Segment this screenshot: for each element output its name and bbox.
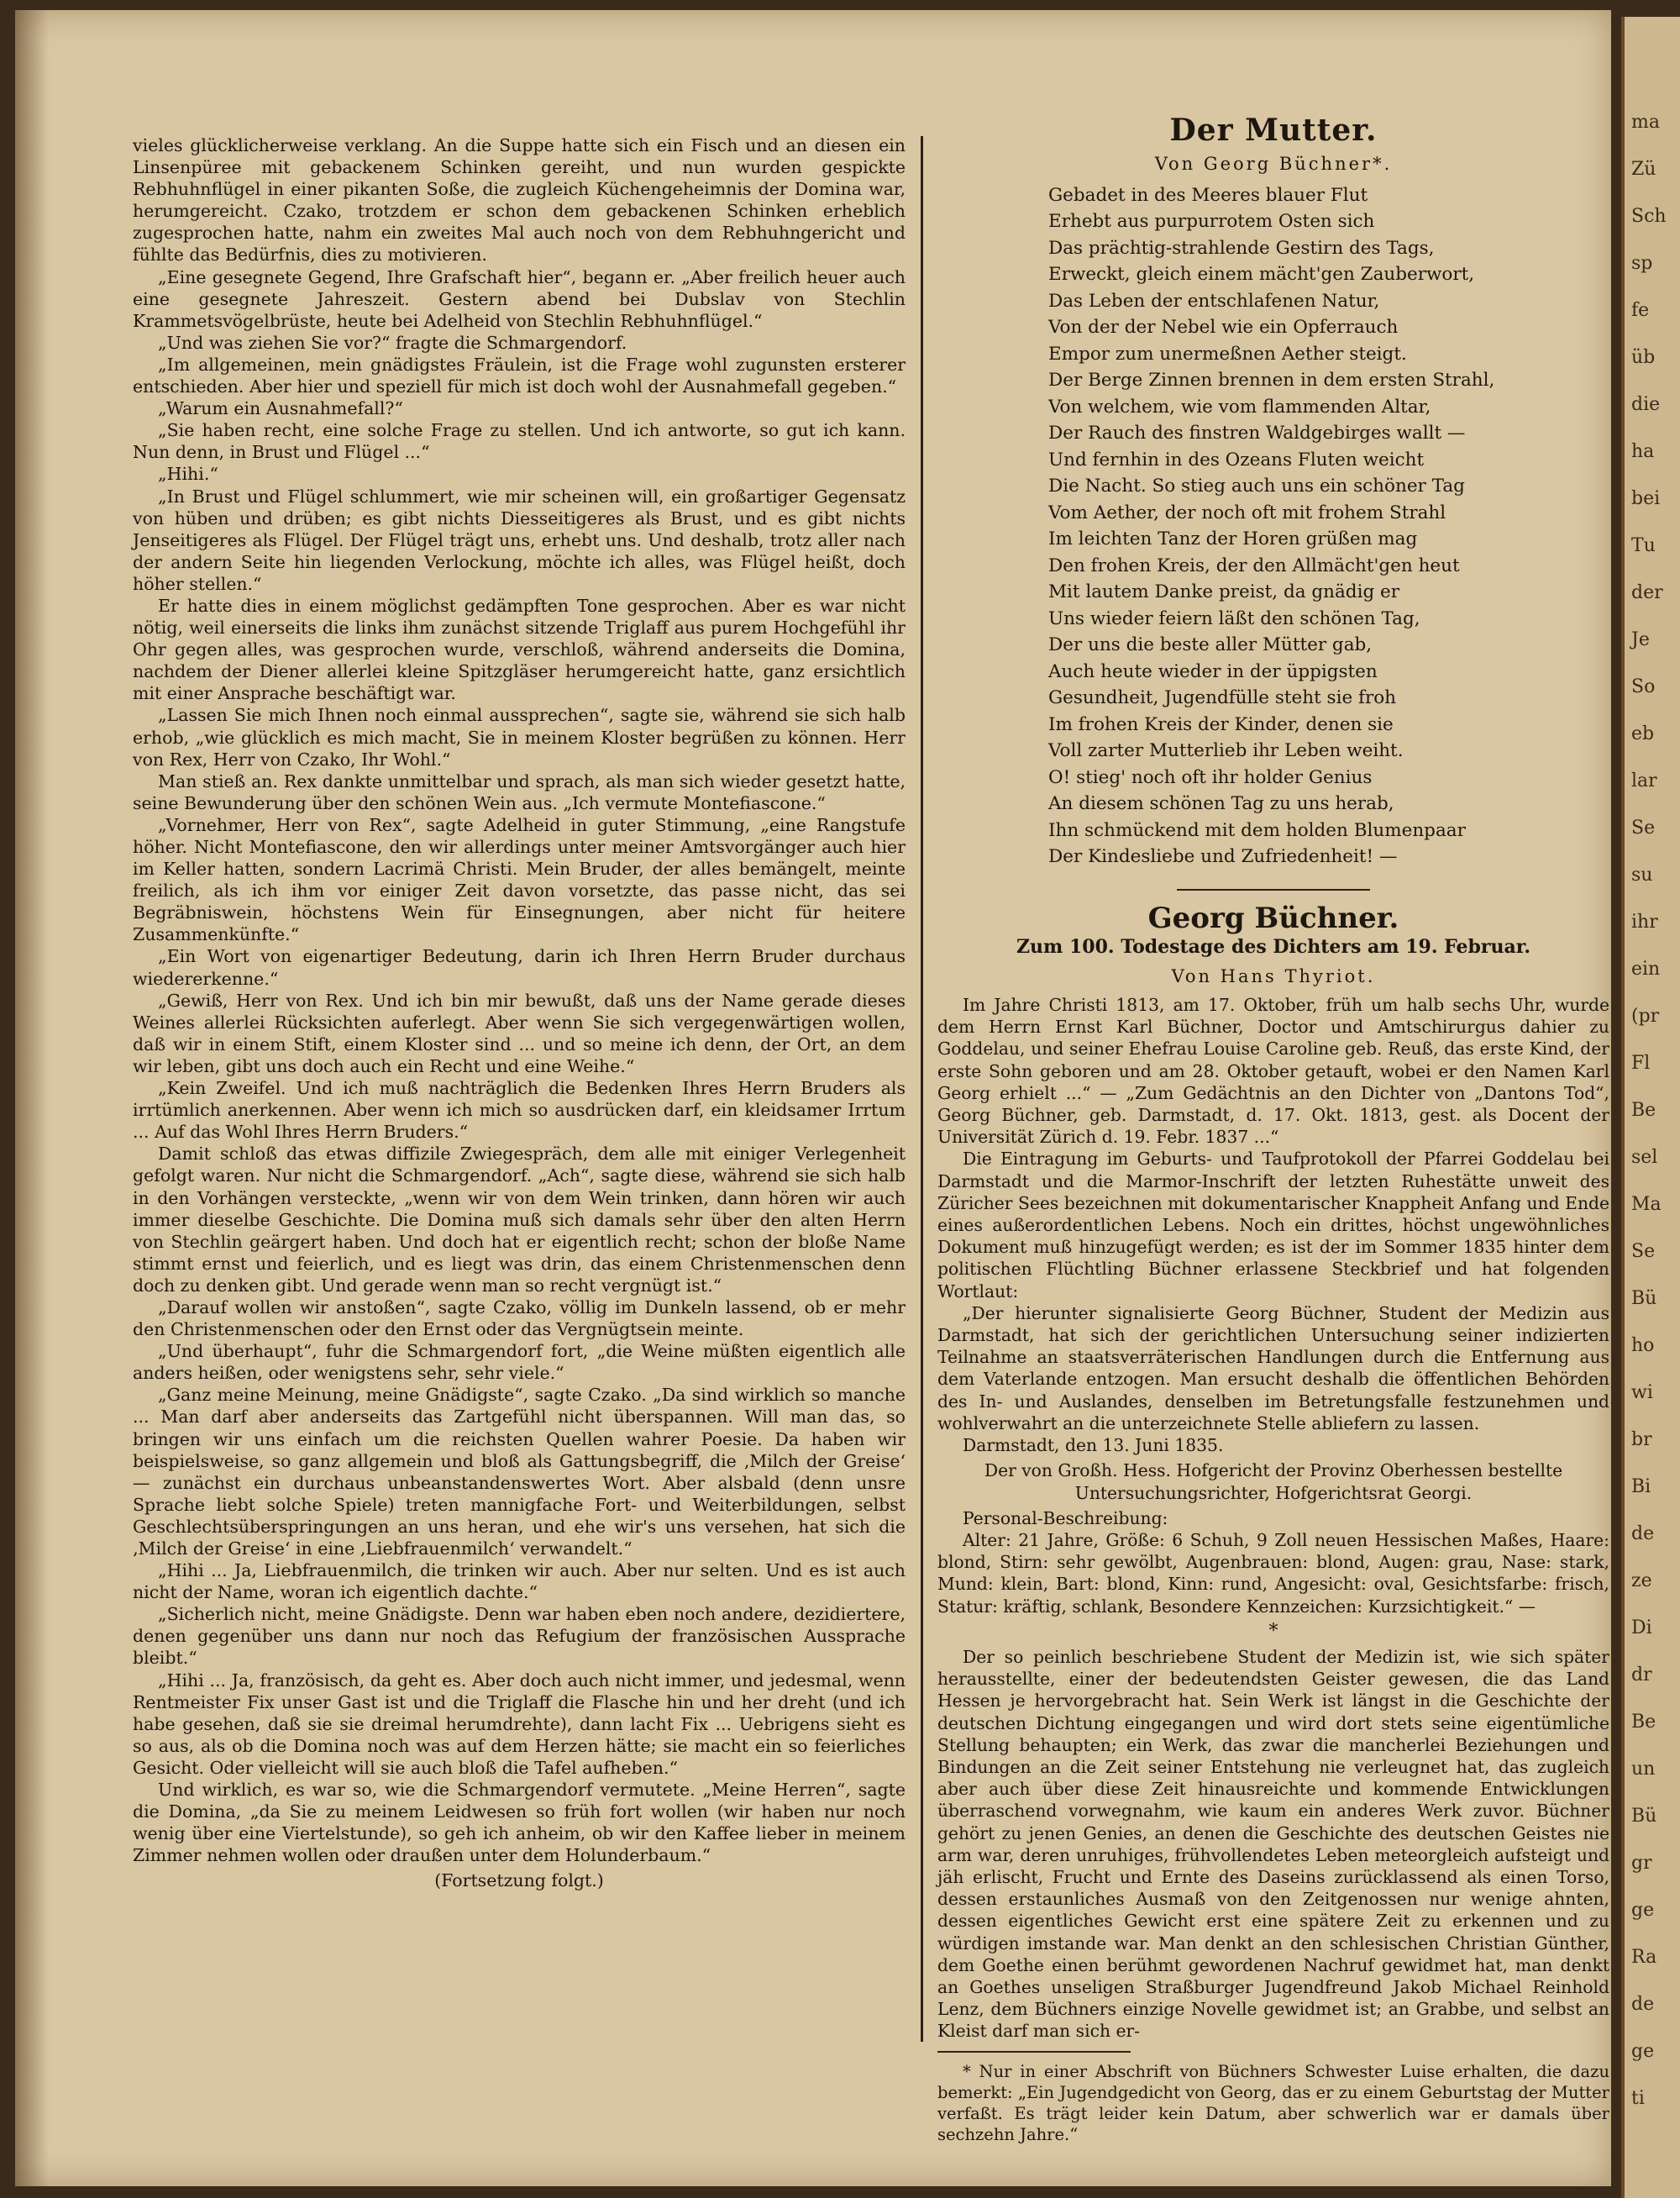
adjacent-text-fragment: gr bbox=[1631, 1853, 1652, 1874]
novel-paragraph: „Kein Zweifel. Und ich muß nachträglich die Bedenken Ihres Herrn Bruders als irrtümlich anerkennen. Aber wenn ich mich so ausdrücken darf, ein kleidsamer Irrtum ... Auf das Wohl Ihres Herrn Bruders.“ bbox=[133, 1078, 906, 1143]
adjacent-text-fragment: sp bbox=[1631, 253, 1653, 274]
poem-line: Die Nacht. So stieg auch uns ein schöner Tag bbox=[1048, 476, 1465, 497]
article-title: Georg Büchner. bbox=[1147, 901, 1399, 935]
adjacent-text-fragment: lar bbox=[1631, 770, 1657, 791]
novel-column bbox=[133, 134, 906, 1892]
poem-line: An diesem schönen Tag zu uns herab, bbox=[1048, 793, 1394, 815]
adjacent-text-fragment: ein bbox=[1631, 959, 1661, 980]
poem-line: Gebadet in des Meeres blauer Flut bbox=[1048, 184, 1368, 206]
poem-line: Vom Aether, der noch oft mit frohem Strahl bbox=[1048, 502, 1446, 523]
poem-author: Von Georg Büchner*. bbox=[1154, 154, 1393, 175]
novel-paragraph: „Hihi ... Ja, französisch, da geht es. Aber doch auch nicht immer, und jedesmal, wenn Rentmeister Fix unser Gast ist und die Triglaff die Flasche hin und her dreht (und ich habe gesehen, daß sie sie dreimal herumdrehte), dann lacht Fix ... Uebrigens sieht es so aus, als ob die Domina noch was auf dem Herzen hätte; sie macht ein so feierliches Gesicht. Oder vielleicht will sie auch bloß die Tafel aufheben.“ bbox=[133, 1670, 906, 1778]
adjacent-text-fragment: de bbox=[1631, 1994, 1655, 2015]
right-column bbox=[937, 113, 1609, 2145]
poem-line: O! stieg' noch oft ihr holder Genius bbox=[1048, 766, 1373, 788]
novel-paragraph: Man stieß an. Rex dankte unmittelbar und sprach, als man sich wieder gesetzt hatte, seine Bewunderung über den schönen Wein aus. „Ich vermute Montefiascone.“ bbox=[133, 770, 906, 813]
novel-paragraph: „Gewiß, Herr von Rex. Und ich bin mir bewußt, daß uns der Name gerade dieses Weines allerlei Rücksichten auferlegt. Aber wenn Sie sich vergegenwärtigen wollen, daß wir in einem Stift, einem Kloster sind ... und so meine ich denn, der Ort, an dem wir leben, gibt uns doch auch ein Recht und eine Weihe.“ bbox=[133, 990, 906, 1076]
footnote-text: * Nur in einer Abschrift von Büchners Schwester Luise erhalten, die dazu bemerkt: „Ein Jugendgedicht von Georg, das er zu einem Geburtstag der Mutter verfaßt. Es trägt leider kein Datum, aber schwerlich war er damals über sechzehn Jahre.“ bbox=[937, 2061, 1609, 2144]
article-paragraph: Die Eintragung im Geburts- und Taufprotokoll der Pfarrei Goddelau bei Darmstadt und die Marmor-Inschrift der letzten Ruhestätte unweit des Züricher Sees bezeichnen mit dokumentarischer Knappheit Anfang und Ende eines außerordentlichen Lebens. Noch ein drittes, höchst ungewöhnliches Dokument muß hinzugefügt werden; es ist der im Sommer 1835 hinter dem politischen Flüchtling Büchner erlassene Steckbrief und hat folgenden Wortlaut: bbox=[937, 1149, 1609, 1301]
novel-paragraph: „Vornehmer, Herr von Rex“, sagte Adelheid in guter Stimmung, „eine Rangstufe höher. Nicht Montefiascone, den wir allerdings unter meiner Amtsvorgänger auch hier im Keller hatten, sondern Lacrimä Christi. Mein Bruder, der alles bemängelt, meinte freilich, als ich ihm vor einiger Zeit davon vorsetzte, das passe nicht, das sei Begräbniswein, höchstens Wein für Einsegnungen, aber nicht für heitere Zusammenkünfte.“ bbox=[133, 814, 906, 945]
warrant-text: „Der hierunter signalisierte Georg Büchner, Student der Medizin aus Darmstadt, hat sich der gerichtlichen Untersuchung seiner indizierten Teilnahme an staatsverräterischen Handlungen durch die Entfernung aus dem Vaterlande entzogen. Man ersucht deshalb die öffentlichen Behörden des In- und Auslandes, denselben im Betretungsfalle festzunehmen und wohlverwahrt an die unterzeichnete Stelle abliefern zu lassen. bbox=[937, 1302, 1609, 1433]
personal-description: Alter: 21 Jahre, Größe: 6 Schuh, 9 Zoll neuen Hessischen Maßes, Haare: blond, Stirn: sehr gewölbt, Augenbrauen: blond, Augen: grau, Nase: stark, Mund: klein, Bart: blond, Kinn: rund, Angesicht: oval, Gesichtsfarbe: frisch, Statur: kräftig, schlank, Besondere Kennzeichen: Kurzsichtigkeit.“ — bbox=[937, 1529, 1609, 1617]
warrant-signer: Der von Großh. Hess. Hofgericht der Provinz Oberhessen bestellte Untersuchungsrichter, Hofgerichtsrat Georgi. bbox=[984, 1460, 1563, 1503]
article-body bbox=[937, 994, 1609, 2043]
adjacent-text-fragment: Be bbox=[1631, 1712, 1656, 1733]
adjacent-text-fragment: der bbox=[1631, 582, 1663, 603]
article-author: Von Hans Thyriot. bbox=[1171, 965, 1376, 986]
adjacent-text-fragment: ge bbox=[1631, 1900, 1655, 1921]
adjacent-text-fragment: br bbox=[1631, 1429, 1652, 1450]
novel-paragraph: „Warum ein Ausnahmefall?“ bbox=[158, 398, 403, 419]
adjacent-text-fragment: sel bbox=[1631, 1147, 1658, 1168]
adjacent-text-fragment: dr bbox=[1631, 1664, 1652, 1685]
adjacent-text-fragment: Se bbox=[1631, 1241, 1656, 1262]
poem-line: Ihn schmückend mit dem holden Blumenpaar bbox=[1048, 819, 1466, 841]
footnote bbox=[937, 2061, 1609, 2145]
adjacent-text-fragment: Je bbox=[1631, 629, 1650, 650]
novel-paragraph: „Ganz meine Meinung, meine Gnädigste“, sagte Czako. „Da sind wirklich so manche ... Man darf aber anderseits das Zartgefühl nicht überspannen. Will man das, so bringen wir uns einfach um die reichsten Quellen wahrer Poesie. Da haben wir beispielsweise, so ganz allgemein und bloß als Gattungsbegriff, die ‚Milch der Greise‘ — zunächst ein durchaus unbeanstandenswertes Wort. Aber alsbald (denn unsre Sprache liebt solche Spiele) treten mannigfache Fort- und Weiterbildungen, selbst Geschlechtsüberspringungen an uns heran, und ehe wir's uns versehen, hat sich die ‚Milch der Greise‘ in eine ‚Liebfrauenmilch‘ verwandelt.“ bbox=[133, 1385, 906, 1559]
novel-paragraph: „Ein Wort von eigenartiger Bedeutung, darin ich Ihren Herrn Bruder durchaus wiedererkenne.“ bbox=[133, 946, 906, 989]
poem-line: Empor zum unermeßnen Aether steigt. bbox=[1048, 343, 1407, 365]
adjacent-text-fragment: de bbox=[1631, 1523, 1655, 1544]
adjacent-text-fragment: üb bbox=[1631, 347, 1656, 368]
novel-paragraph: „Lassen Sie mich Ihnen noch einmal aussprechen“, sagte sie, während sie sich halb erhob, „wie glücklich es mich macht, Sie in meinem Kloster begrüßen zu können. Herr von Rex, Herr von Czako, Ihr Wohl.“ bbox=[133, 705, 906, 770]
adjacent-text-fragment: Sch bbox=[1631, 206, 1667, 227]
article-paragraph: Im Jahre Christi 1813, am 17. Oktober, früh um halb sechs Uhr, wurde dem Herrn Ernst Karl Büchner, Doctor und Amtschirurgus dahier zu Goddelau, und seiner Ehefrau Louise Caroline geb. Reuß, das erste Kind, der erste Sohn geboren und am 28. Oktober getauft, wobei er den Namen Karl Georg erhielt ...“ — „Zum Gedächtnis an den Dichter von „Dantons Tod“, Georg Büchner, geb. Darmstadt, d. 17. Okt. 1813, gest. als Docent der Universität Zürich d. 19. Febr. 1837 ...“ bbox=[937, 995, 1609, 1148]
novel-paragraph: „Eine gesegnete Gegend, Ihre Grafschaft hier“, begann er. „Aber freilich heuer auch eine gesegnete Jahreszeit. Gestern abend bei Dubslav von Stechlin Krammetsvögelbrüste, heute bei Adelheid von Stechlin Rebhuhnflügel.“ bbox=[133, 266, 906, 331]
adjacent-text-fragment: Ma bbox=[1631, 1194, 1662, 1215]
adjacent-text-fragment: ti bbox=[1631, 2088, 1645, 2109]
adjacent-text-fragment: Se bbox=[1631, 818, 1656, 839]
adjacent-text-fragment: ge bbox=[1631, 2041, 1655, 2062]
novel-paragraph: „Und überhaupt“, fuhr die Schmargendorf fort, „die Weine müßten eigentlich alle anders heißen, oder wenigstens sehr, sehr viele.“ bbox=[133, 1341, 906, 1384]
novel-paragraph: „Und was ziehen Sie vor?“ fragte die Schmargendorf. bbox=[158, 332, 627, 353]
poem-line: Erweckt, gleich einem mächt'gen Zauberwort, bbox=[1048, 264, 1475, 286]
adjacent-text-fragment: bei bbox=[1631, 488, 1661, 509]
poem-line: Von welchem, wie vom flammenden Altar, bbox=[1048, 396, 1431, 418]
article-paragraph: Der so peinlich beschriebene Student der Medizin ist, wie sich später herausstellte, einer der bedeutendsten Geister gewesen, die das Land Hessen je hervorgebracht hat. Sein Werk ist längst in die Geschichte der deutschen Dichtung eingegangen und wird dort stets seine eigentümliche Stellung behaupten; ein Werk, das zwar die mancherlei Beziehungen und Bindungen an die Zeit seiner Entstehung nie verleugnet hat, das zugleich aber auch über diese Zeit hinausreichte und kommende Entwicklungen überraschend vorwegnahm, wie kaum ein anderes Werk zuvor. Büchner gehört zu jenen Genies, an denen die Geschichte des deutschen Geistes nie arm war, deren unruhiges, frühvollendetes Leben meteorgleich aufsteigt und jäh erlischt, Frucht und Ernte des Daseins zurücklassend als einen Torso, dessen erstaunliches Ausmaß von den Zeitgenossen nur wenige ahnten, dessen eigentliches Gewicht erst eine spätere Zeit zu erkennen und zu würdigen imstande war. Man denkt an den schlesischen Christian Günther, dem Goethe einen berühmt gewordenen Nachruf gewidmet hat, man denkt an Goethes unseligen Straßburger Jugendfreund Jakob Michael Reinhold Lenz, dem Büchners einzige Novelle gewidmet ist; an Grabbe, und selbst an Kleist darf man sich er- bbox=[937, 1646, 1609, 2042]
poem-line: Den frohen Kreis, der den Allmächt'gen heut bbox=[1048, 555, 1460, 576]
warrant-date: Darmstadt, den 13. Juni 1835. bbox=[963, 1435, 1224, 1456]
poem-body bbox=[1048, 182, 1609, 870]
adjacent-text-fragment: Bü bbox=[1631, 1288, 1657, 1309]
adjacent-text-fragment: wi bbox=[1631, 1382, 1653, 1403]
adjacent-text-fragment: So bbox=[1631, 676, 1656, 697]
newspaper-page bbox=[15, 10, 1611, 2186]
poem-title: Der Mutter. bbox=[1169, 113, 1378, 148]
novel-paragraph: „Sie haben recht, eine solche Frage zu stellen. Und ich antworte, so gut ich kann. Nun denn, in Brust und Flügel ...“ bbox=[133, 420, 906, 463]
poem-line: Auch heute wieder in der üppigsten bbox=[1048, 660, 1378, 682]
footnote-rule bbox=[937, 2051, 1131, 2053]
column-divider bbox=[921, 136, 923, 2042]
novel-paragraph: „Hihi ... Ja, Liebfrauenmilch, die trinken wir auch. Aber nur selten. Und es ist auch nicht der Name, woran ich eigentlich dachte.“ bbox=[133, 1560, 906, 1603]
adjacent-text-fragment: fe bbox=[1631, 300, 1650, 321]
section-separator: * bbox=[1268, 1620, 1278, 1642]
adjacent-text-fragment: Bü bbox=[1631, 1806, 1657, 1827]
poem-line: Erhebt aus purpurrotem Osten sich bbox=[1048, 211, 1375, 233]
novel-paragraph: Damit schloß das etwas diffizile Zwiegespräch, dem alle mit einiger Verlegenheit gefolgt waren. Nur nicht die Schmargendorf. „Ach“, sagte diese, während sie sich halb in den Vorhängen versteckte, „wenn wir von dem Wein trinken, dann hören wir auch immer dieselbe Geschichte. Die Domina muß sich damals sehr über den alten Herrn von Stechlin geärgert haben. Und doch hat er eigentlich recht; schon der bloße Name stimmt ernst und feierlich, und es liegt was drin, das einem Christenmenschen denn doch zu denken gibt. Und gerade wenn man so recht vergnügt ist.“ bbox=[133, 1144, 906, 1296]
poem-line: Der Rauch des finstren Waldgebirges wallt — bbox=[1048, 423, 1466, 444]
adjacent-text-fragment: die bbox=[1631, 394, 1661, 415]
poem-line: Im frohen Kreis der Kinder, denen sie bbox=[1048, 713, 1394, 735]
adjacent-text-fragment: Fl bbox=[1631, 1053, 1651, 1074]
novel-paragraph: „Hihi.“ bbox=[158, 464, 218, 485]
adjacent-text-fragment: ma bbox=[1631, 112, 1660, 133]
poem-line: Uns wieder feiern läßt den schönen Tag, bbox=[1048, 607, 1420, 629]
poem-line: Der Kindesliebe und Zufriedenheit! — bbox=[1048, 846, 1398, 868]
adjacent-text-fragment: (pr bbox=[1631, 1006, 1660, 1027]
poem-line: Voll zarter Mutterlieb ihr Leben weiht. bbox=[1048, 740, 1404, 762]
poem-line: Der uns die beste aller Mütter gab, bbox=[1048, 634, 1373, 656]
poem-line: Das prächtig-strahlende Gestirn des Tags, bbox=[1048, 237, 1435, 259]
adjacent-text-fragment: ha bbox=[1631, 441, 1655, 462]
poem-line: Gesundheit, Jugendfülle steht sie froh bbox=[1048, 687, 1397, 709]
personal-description-heading: Personal-Beschreibung: bbox=[963, 1507, 1168, 1528]
novel-paragraph: „Im allgemeinen, mein gnädigstes Fräulein, ist die Frage wohl zugunsten ersterer entschieden. Aber hier und speziell für mich ist doch wohl der Ausnahmefall gegeben.“ bbox=[133, 354, 906, 397]
novel-paragraph: „Darauf wollen wir anstoßen“, sagte Czako, völlig im Dunkeln lassend, ob er mehr den Christenmenschen oder den Ernst oder das Vergnügtsein meinte. bbox=[133, 1296, 906, 1340]
adjacent-text-fragment: Di bbox=[1631, 1617, 1652, 1638]
poem-line: Das Leben der entschlafenen Natur, bbox=[1048, 290, 1380, 312]
adjacent-text-fragment: Tu bbox=[1631, 535, 1656, 556]
poem-line: Mit lautem Danke preist, da gnädig er bbox=[1048, 581, 1400, 603]
adjacent-page-edge bbox=[1621, 17, 1680, 2198]
continuation-note: (Fortsetzung folgt.) bbox=[434, 1870, 604, 1891]
adjacent-text-fragment: eb bbox=[1631, 723, 1655, 744]
poem-line: Im leichten Tanz der Horen grüßen mag bbox=[1048, 528, 1418, 550]
poem-line: Der Berge Zinnen brennen in dem ersten Strahl, bbox=[1048, 370, 1495, 392]
adjacent-text-fragment: ihr bbox=[1631, 912, 1658, 933]
novel-paragraph: Und wirklich, es war so, wie die Schmargendorf vermutete. „Meine Herren“, sagte die Domina, „da Sie zu meinem Leidwesen so früh fort wollen (wir haben nur noch wenig über eine Viertelstunde), so geh ich anheim, ob wir den Kaffee lieber in meinem Zimmer nehmen wollen oder draußen unter dem Holunderbaum.“ bbox=[133, 1780, 906, 1866]
novel-paragraph: vieles glücklicherweise verklang. An die Suppe hatte sich ein Fisch und an diesen ein Linsenpüree mit gebackenem Schinken gereiht, und nun wurden gespickte Rebhuhnflügel in einer pikanten Soße, die zugleich Küchengeheimnis der Domina war, herumgereicht. Czako, trotzdem er schon dem gebackenen Schinken erheblich zugesprochen hatte, nahm ein zweites Mal auch noch von dem Rebhuhngericht und fühlte das Bedürfnis, dies zu motivieren. bbox=[133, 135, 906, 266]
poem-line: Von der der Nebel wie ein Opferrauch bbox=[1048, 317, 1399, 339]
novel-paragraph: Er hatte dies in einem möglichst gedämpften Tone gesprochen. Aber es war nicht nötig, weil einerseits die links ihm zunächst sitzende Triglaff aus purem Hochgefühl ihr Ohr gegen alles, was gesprochen wurde, verschloß, während anderseits die Domina, nachdem der Diener allerlei kleine Spitzgläser herumgereicht hatte, ganz ersichtlich mit einer Ansprache beschäftigt war. bbox=[133, 595, 906, 704]
poem-line: Und fernhin in des Ozeans Fluten weicht bbox=[1048, 449, 1425, 471]
adjacent-text-fragment: ze bbox=[1631, 1570, 1652, 1591]
adjacent-text-fragment: un bbox=[1631, 1759, 1656, 1780]
adjacent-text-fragment: Zü bbox=[1631, 159, 1656, 180]
article-subtitle: Zum 100. Todestage des Dichters am 19. Februar. bbox=[1016, 936, 1530, 959]
adjacent-text-fragment: su bbox=[1631, 865, 1653, 886]
adjacent-text-fragment: Be bbox=[1631, 1100, 1656, 1121]
adjacent-text-fragment: Ra bbox=[1631, 1947, 1657, 1968]
section-divider bbox=[1177, 889, 1370, 891]
novel-paragraph: „In Brust und Flügel schlummert, wie mir scheinen will, ein großartiger Gegensatz von hüben und drüben; es gibt nichts Diesseitigeres als Brust, und es gibt nichts Jenseitigeres als Flügel. Der Flügel trägt uns, erhebt uns. Und deshalb, trotz aller nach der andern Seite hin liegenden Verlockung, möchte ich alles, was Flügel heißt, doch höher stellen.“ bbox=[133, 486, 906, 594]
novel-paragraph: „Sicherlich nicht, meine Gnädigste. Denn war haben eben noch andere, dezidiertere, denen gegenüber uns dann nur noch das Refugium der französischen Aussprache bleibt.“ bbox=[133, 1604, 906, 1669]
adjacent-text-fragment: ho bbox=[1631, 1335, 1655, 1356]
adjacent-text-fragment: Bi bbox=[1631, 1476, 1651, 1497]
